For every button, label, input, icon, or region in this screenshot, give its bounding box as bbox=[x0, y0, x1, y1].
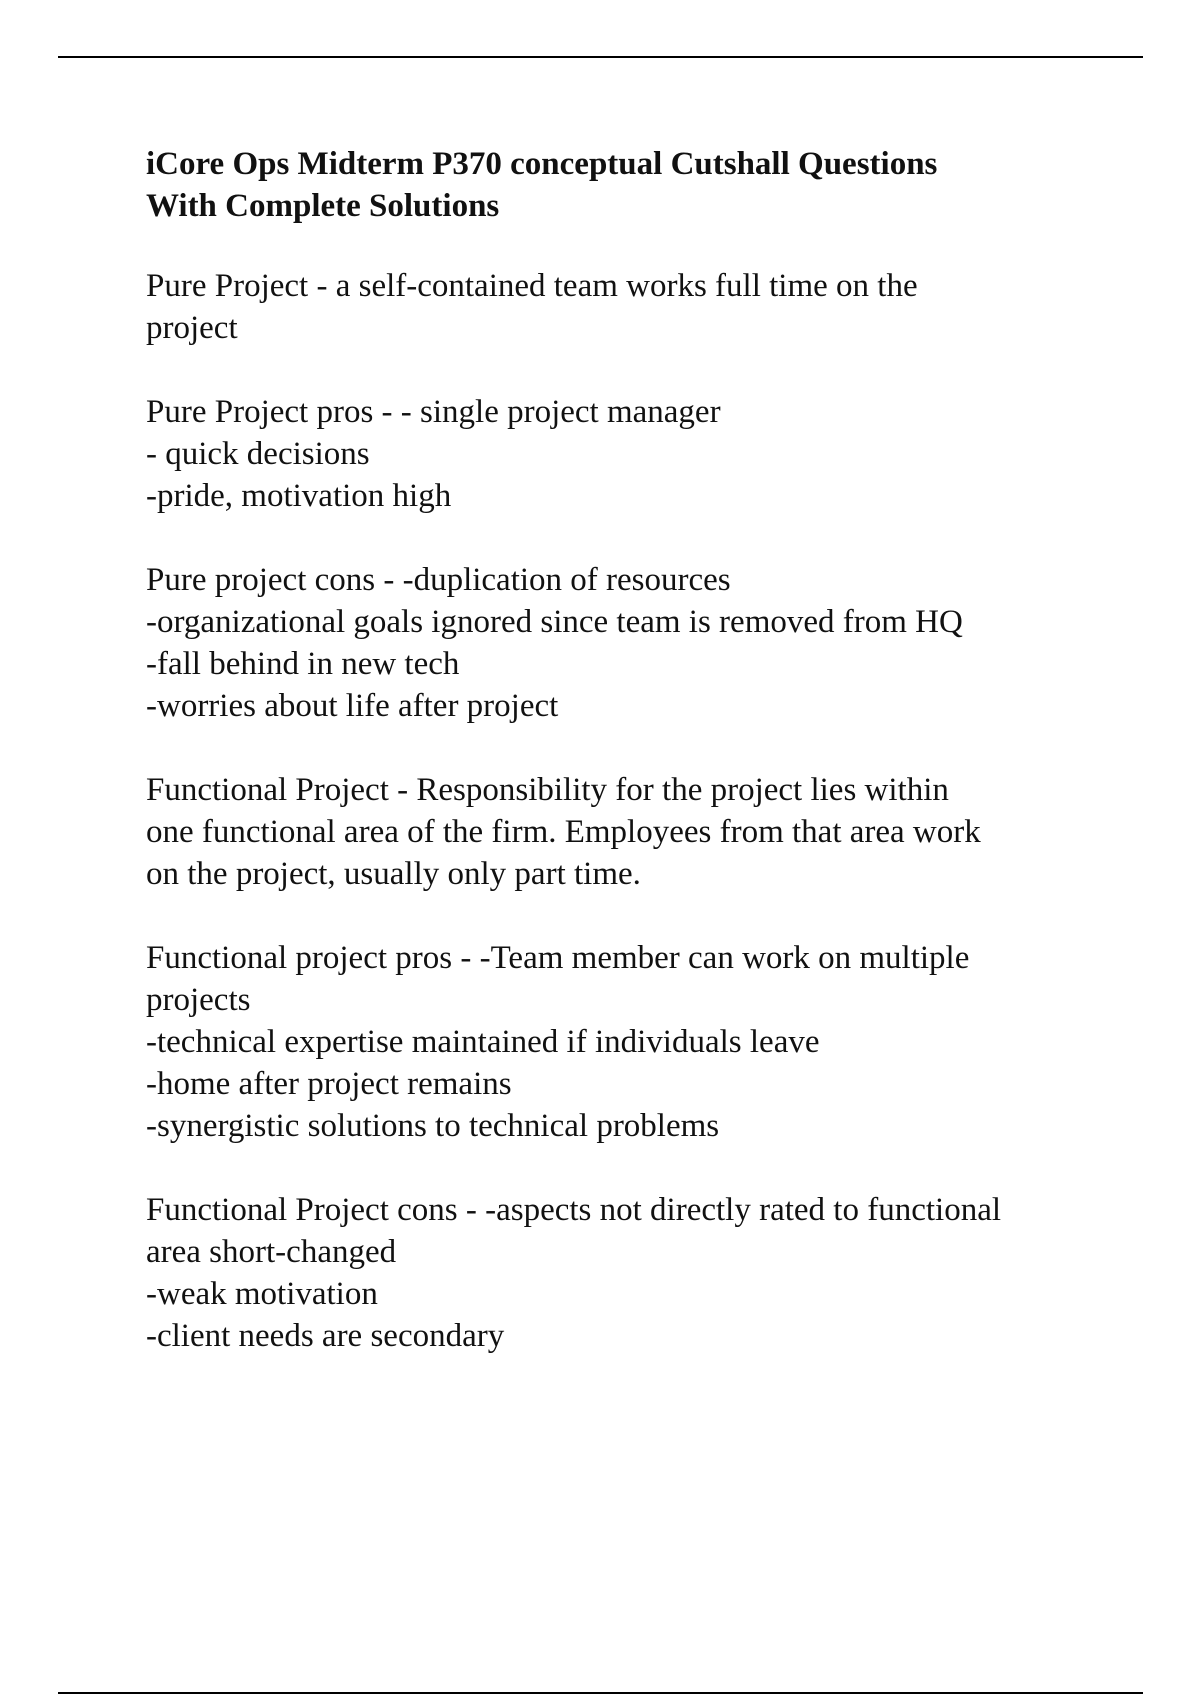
entry-line: -client needs are secondary bbox=[146, 1318, 505, 1354]
entry-line: -technical expertise maintained if individuals leave bbox=[146, 1024, 820, 1060]
entry-line: - quick decisions bbox=[146, 436, 370, 472]
entry-line: -organizational goals ignored since team is removed from HQ bbox=[146, 604, 963, 640]
entry-line: Functional Project cons - -aspects not directly rated to functional bbox=[146, 1192, 1002, 1228]
title-line: With Complete Solutions bbox=[146, 188, 500, 224]
entry-line: -worries about life after project bbox=[146, 688, 559, 724]
document-body bbox=[146, 143, 1106, 1399]
entry-line: projects bbox=[146, 982, 251, 1018]
entry-functional-project bbox=[146, 769, 1106, 895]
bottom-divider bbox=[58, 1692, 1143, 1694]
entry-functional-project-cons bbox=[146, 1189, 1106, 1357]
entry-line: -fall behind in new tech bbox=[146, 646, 460, 682]
entry-pure-project bbox=[146, 265, 1106, 349]
entry-functional-project-pros bbox=[146, 937, 1106, 1147]
entry-line: Pure Project pros - - single project manager bbox=[146, 394, 721, 430]
title-line: iCore Ops Midterm P370 conceptual Cutshall Questions bbox=[146, 146, 938, 182]
top-divider bbox=[58, 56, 1143, 58]
entry-line: one functional area of the firm. Employees from that area work bbox=[146, 814, 981, 850]
entry-line: Pure Project - a self-contained team works full time on the bbox=[146, 268, 918, 304]
entry-line: -weak motivation bbox=[146, 1276, 378, 1312]
entry-line: -synergistic solutions to technical problems bbox=[146, 1108, 720, 1144]
entry-line: -home after project remains bbox=[146, 1066, 512, 1102]
entry-line: project bbox=[146, 310, 238, 346]
entry-line: -pride, motivation high bbox=[146, 478, 452, 514]
entry-pure-project-pros bbox=[146, 391, 1106, 517]
entry-line: Functional Project - Responsibility for the project lies within bbox=[146, 772, 949, 808]
entry-pure-project-cons bbox=[146, 559, 1106, 727]
entry-line: Functional project pros - -Team member can work on multiple bbox=[146, 940, 970, 976]
entry-line: on the project, usually only part time. bbox=[146, 856, 641, 892]
entry-line: area short-changed bbox=[146, 1234, 397, 1270]
entry-line: Pure project cons - -duplication of resources bbox=[146, 562, 731, 598]
document-title bbox=[146, 143, 1106, 227]
